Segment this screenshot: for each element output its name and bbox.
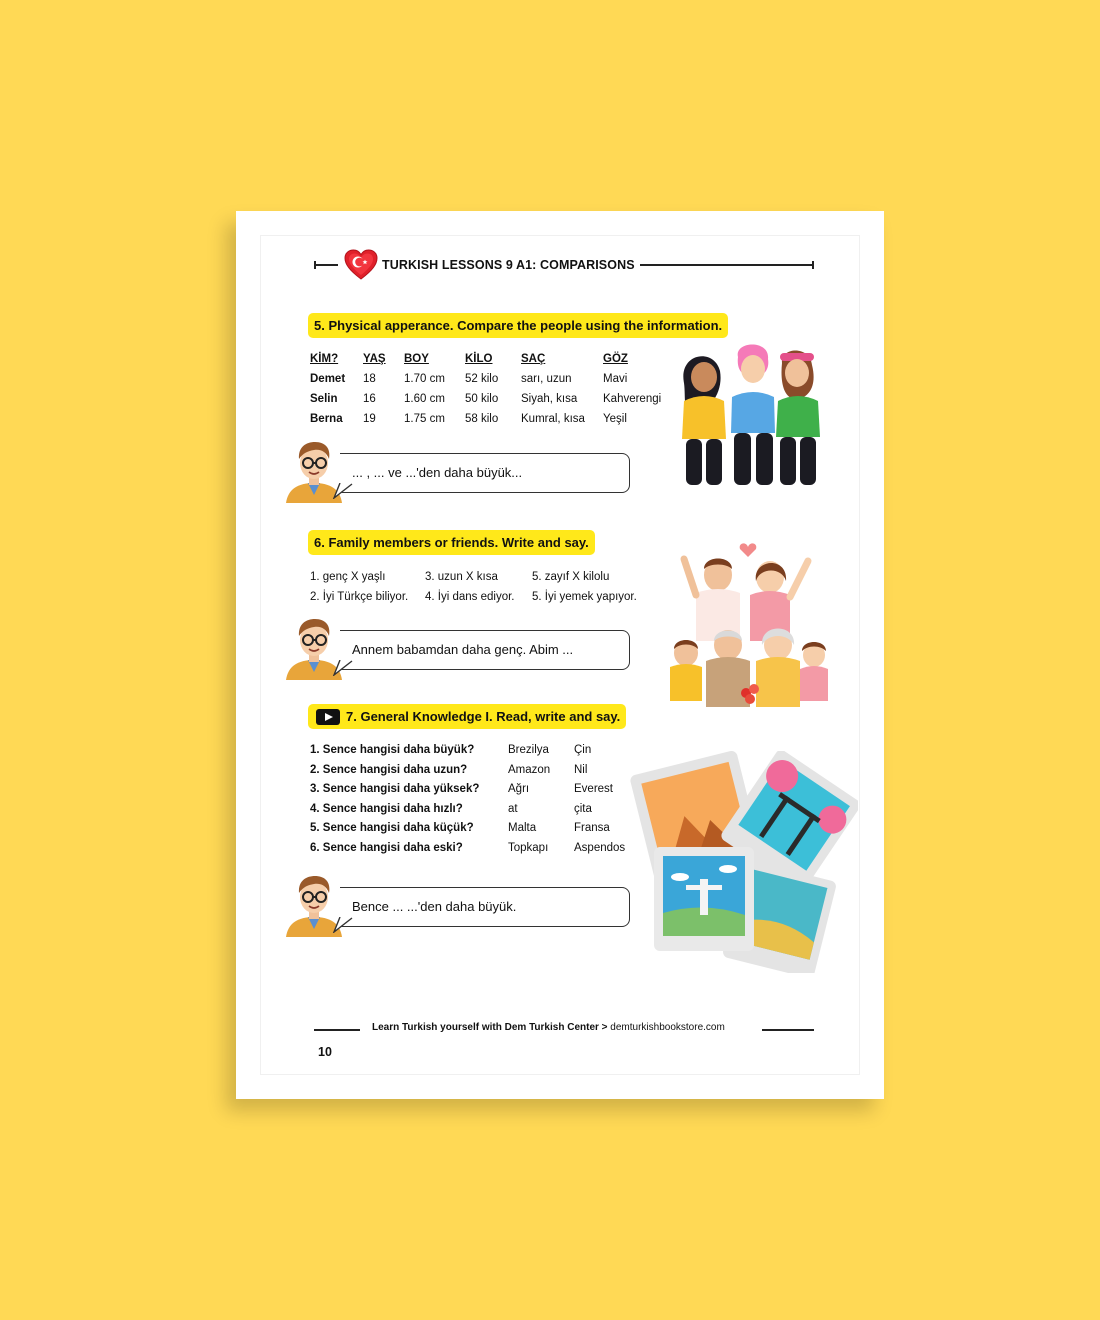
table-cell: 58 kilo (465, 413, 499, 425)
footer-website-link[interactable]: demturkishbookstore.com (607, 1022, 725, 1033)
option-b: Nil (574, 764, 588, 776)
table-header: GÖZ (603, 353, 628, 365)
speech-bubble-text: Annem babamdan daha genç. Abim ... (352, 642, 574, 657)
list-item: 2. İyi Türkçe biliyor. (310, 591, 409, 603)
table-cell: Mavi (603, 373, 628, 385)
table-header: SAÇ (521, 353, 546, 365)
list-item: 4. İyi dans ediyor. (425, 591, 515, 603)
table-cell: 18 (363, 373, 376, 385)
turkish-flag-heart-icon (344, 249, 378, 281)
question-text: 1. Sence hangisi daha büyük? (310, 744, 475, 756)
list-item: 5. zayıf X kilolu (532, 571, 610, 583)
speech-bubble-3 (284, 883, 638, 927)
table-header: BOY (404, 353, 429, 365)
three-girls-illustration (676, 343, 836, 493)
worksheet-page (236, 211, 884, 1099)
question-text: 4. Sence hangisi daha hızlı? (310, 803, 463, 815)
page-title: TURKISH LESSONS 9 A1: COMPARISONS (382, 258, 635, 272)
question-text: 5. Sence hangisi daha küçük? (310, 822, 474, 834)
option-a: at (508, 803, 518, 815)
speech-bubble-2 (284, 626, 638, 670)
table-cell-name: Demet (310, 373, 346, 385)
page-footer (314, 1021, 814, 1041)
option-b: Fransa (574, 822, 610, 834)
table-cell: 50 kilo (465, 393, 499, 405)
footer-tagline: Learn Turkish yourself with Dem Turkish Center > (372, 1022, 608, 1033)
table-header: YAŞ (363, 353, 386, 365)
table-cell: Kahverengi (603, 393, 662, 405)
table-cell: 19 (363, 413, 376, 425)
speech-bubble-1 (284, 449, 638, 493)
option-a: Brezilya (508, 744, 549, 756)
speech-bubble-tail (332, 483, 354, 499)
option-b: Çin (574, 744, 592, 756)
page-header (314, 251, 814, 279)
table-cell: Siyah, kısa (521, 393, 578, 405)
table-cell-name: Selin (310, 393, 338, 405)
footer-line-left (314, 1029, 360, 1031)
table-cell-name: Berna (310, 413, 343, 425)
page-number: 10 (318, 1045, 332, 1059)
section6-heading: 6. Family members or friends. Write and say. (308, 530, 595, 555)
question-text: 6. Sence hangisi daha eski? (310, 842, 463, 854)
section7-heading-text: 7. General Knowledge I. Read, write and say. (346, 709, 621, 724)
table-cell: sarı, uzun (521, 373, 572, 385)
speech-bubble-text: ... , ... ve ...'den daha büyük... (352, 465, 523, 480)
play-video-icon[interactable] (316, 709, 340, 725)
table-cell: Kumral, kısa (521, 413, 585, 425)
table-cell: Yeşil (603, 413, 627, 425)
section7-heading (308, 704, 626, 729)
family-illustration (666, 541, 832, 711)
table-cell: 1.70 cm (404, 373, 445, 385)
option-b: Everest (574, 783, 613, 795)
question-text: 2. Sence hangisi daha uzun? (310, 764, 468, 776)
table-header: KİM? (310, 353, 339, 365)
header-line-right (640, 264, 814, 266)
landmark-photos-collage (628, 751, 858, 973)
table-cell: 16 (363, 393, 376, 405)
question-text: 3. Sence hangisi daha yüksek? (310, 783, 480, 795)
footer-line-right (762, 1029, 814, 1031)
header-line-cap (812, 261, 814, 269)
section5-heading: 5. Physical apperance. Compare the people using the information. (308, 313, 728, 338)
option-b: çita (574, 803, 592, 815)
table-cell: 1.75 cm (404, 413, 445, 425)
speech-bubble-text: Bence ... ...'den daha büyük. (352, 899, 517, 914)
speech-bubble-tail (332, 660, 354, 676)
speech-bubble-tail (332, 917, 354, 933)
option-a: Malta (508, 822, 537, 834)
header-line-left (314, 264, 338, 266)
table-header: KİLO (465, 353, 493, 365)
footer-text (372, 1022, 725, 1033)
option-a: Amazon (508, 764, 551, 776)
table-cell: 52 kilo (465, 373, 499, 385)
general-knowledge-list (310, 744, 640, 864)
list-item: 5. İyi yemek yapıyor. (532, 591, 637, 603)
table-cell: 1.60 cm (404, 393, 445, 405)
option-b: Aspendos (574, 842, 626, 854)
option-a: Topkapı (508, 842, 549, 854)
physical-appearance-table (310, 353, 680, 433)
option-a: Ağrı (508, 783, 530, 795)
list-item: 1. genç X yaşlı (310, 571, 386, 583)
list-item: 3. uzun X kısa (425, 571, 498, 583)
